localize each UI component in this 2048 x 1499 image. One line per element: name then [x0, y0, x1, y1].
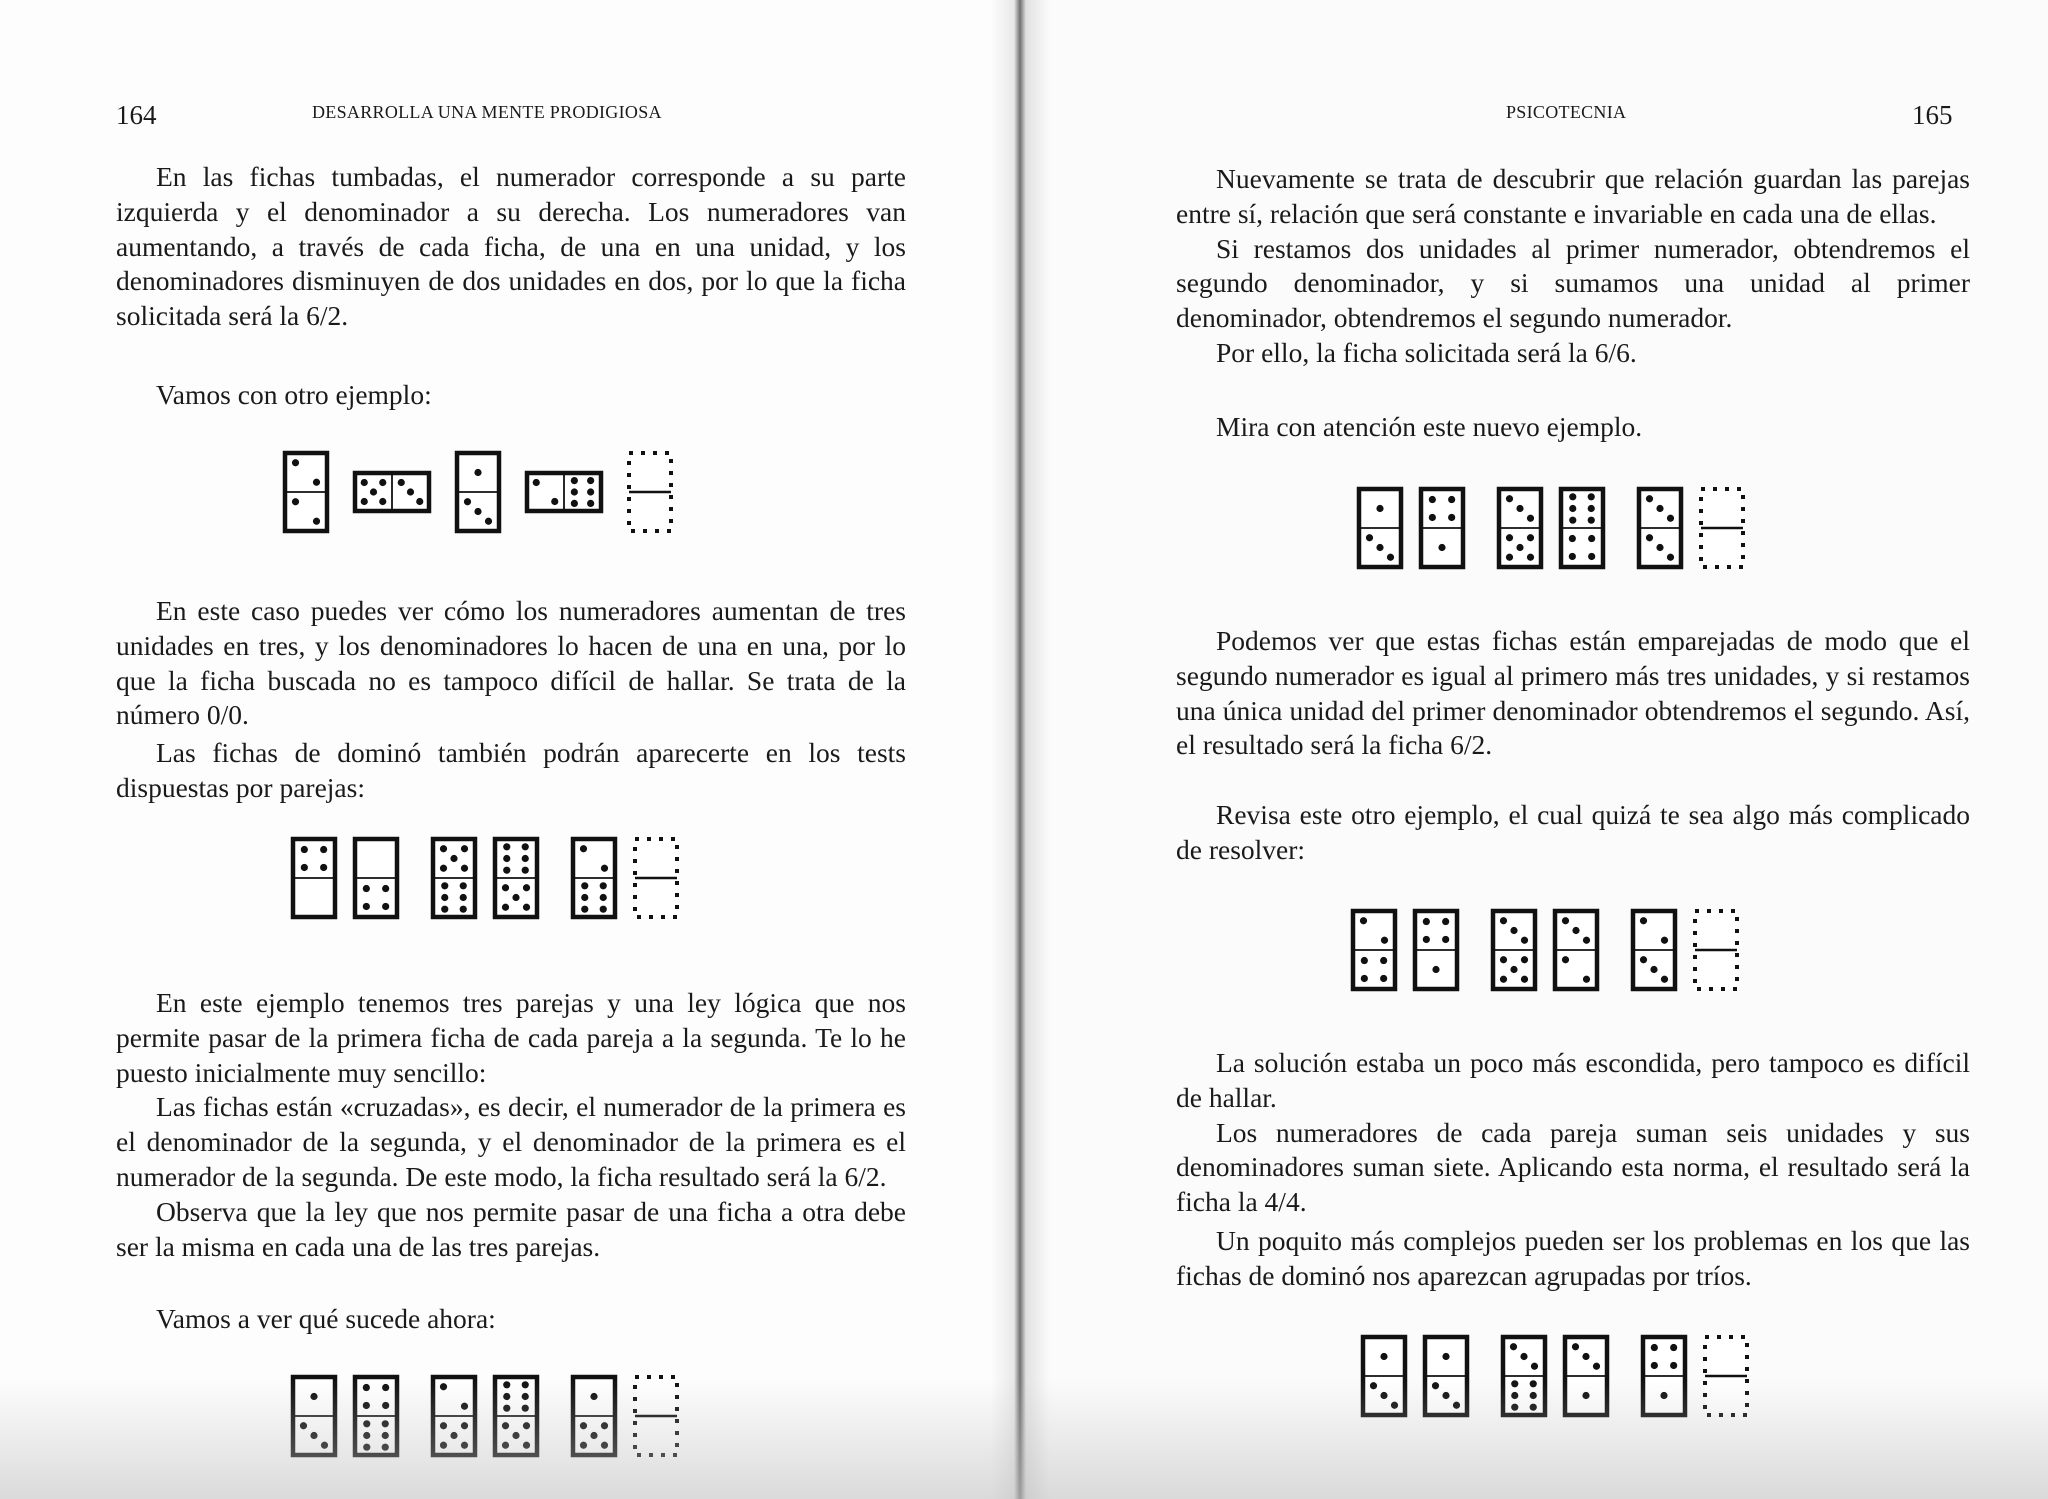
domino-pip — [1667, 515, 1674, 522]
paragraph: Mira con atención este nuevo ejemplo. — [1216, 411, 1643, 442]
text-block — [116, 594, 906, 733]
domino-pip — [581, 894, 588, 901]
domino-pip — [1640, 956, 1647, 963]
domino-pip — [1442, 936, 1449, 943]
domino-pip — [512, 894, 519, 901]
domino-pip — [1661, 937, 1668, 944]
domino-pip — [502, 904, 509, 911]
domino-pip — [1640, 917, 1647, 924]
domino-pip — [601, 865, 608, 872]
domino-pip — [1527, 534, 1534, 541]
domino-pip — [1521, 956, 1528, 963]
domino-tile — [282, 450, 330, 534]
domino-pip — [1527, 554, 1534, 561]
domino-pip — [1448, 514, 1455, 521]
domino-pip — [522, 867, 529, 874]
domino-pip — [1656, 505, 1663, 512]
domino-pip — [440, 865, 447, 872]
domino-pip — [1510, 1343, 1517, 1350]
domino-pip — [1651, 1362, 1658, 1369]
domino-pip — [313, 518, 320, 525]
domino-pip — [1361, 975, 1368, 982]
domino-tile — [1496, 486, 1544, 570]
paragraph: Un poquito más complejos pueden ser los problemas en los que las fichas de dominó nos aparezcan agrupadas por tríos. — [1176, 1225, 1970, 1291]
domino-unknown — [1692, 908, 1740, 992]
domino-pip — [502, 884, 509, 891]
domino-pip — [1646, 495, 1653, 502]
domino-pip — [1521, 937, 1528, 944]
domino-pip — [1656, 544, 1663, 551]
domino-pip — [1361, 957, 1368, 964]
domino-tile — [1552, 908, 1600, 992]
domino-pip — [1387, 554, 1394, 561]
domino-pip — [1506, 495, 1513, 502]
domino-pip — [571, 488, 578, 495]
domino-pip — [379, 498, 386, 505]
domino-pip — [1651, 1344, 1658, 1351]
domino-pip — [441, 882, 448, 889]
domino-pip — [580, 845, 587, 852]
paragraph: En este ejemplo tenemos tres parejas y una ley lógica que nos permite pasar de la primera ficha de cada pareja a la segunda. Te lo he puesto inicialmente muy sencillo: — [116, 987, 906, 1088]
domino-pip — [485, 518, 492, 525]
domino-tile — [1636, 486, 1684, 570]
domino-tile — [352, 836, 400, 920]
domino-pip — [551, 498, 558, 505]
domino-pip — [503, 867, 510, 874]
domino-pip — [1583, 937, 1590, 944]
domino-pip — [1572, 1343, 1579, 1350]
domino-pip — [600, 906, 607, 913]
domino-pip — [1583, 976, 1590, 983]
text-block — [1176, 1224, 1970, 1294]
domino-pip — [450, 855, 457, 862]
text-block — [1176, 1046, 1970, 1220]
domino-pip — [301, 864, 308, 871]
text-block — [116, 986, 906, 1264]
domino-pip — [1423, 918, 1430, 925]
paragraph: Vamos a ver qué sucede ahora: — [156, 1303, 496, 1334]
text-block — [116, 1302, 906, 1337]
domino-pip — [1667, 554, 1674, 561]
domino-pip — [416, 498, 423, 505]
right-page — [1010, 0, 2048, 1499]
domino-tile — [1356, 486, 1404, 570]
left-page — [0, 0, 1010, 1499]
domino-pip — [292, 459, 299, 466]
domino-pip — [320, 846, 327, 853]
paragraph: Las fichas están «cruzadas», es decir, el numerador de la primera es el denominador de la segunda, y el denominador de la primera es el numerador de la segunda. De este modo, la ficha resultado será la 6/2. — [116, 1091, 906, 1192]
domino-pip — [440, 845, 447, 852]
domino-pip — [1569, 505, 1576, 512]
domino-pip — [1500, 956, 1507, 963]
paragraph: La solución estaba un poco más escondida, pero tampoco es difícil de hallar. — [1176, 1047, 1970, 1113]
domino-pip — [313, 479, 320, 486]
domino-pip — [460, 906, 467, 913]
domino-pip — [1360, 917, 1367, 924]
paragraph: En las fichas tumbadas, el numerador corresponde a su parte izquierda y el denominador a su derecha. Los numeradores van aumentando, a través de cada ficha, de una en una unidad, y los denominadores disminuyen de dos unidades en dos, por lo que la ficha solicitada será la 6/2. — [116, 161, 906, 332]
domino-pip — [474, 469, 481, 476]
domino-pip — [522, 843, 529, 850]
domino-pip — [464, 498, 471, 505]
paragraph: Si restamos dos unidades al primer numerador, obtendremos el segundo denominador, y si sumamos una unidad al primer denominador, obtendremos el segundo numerador. — [1176, 232, 1970, 334]
domino-tile — [492, 836, 540, 920]
domino-pip — [571, 477, 578, 484]
domino-tile — [524, 470, 604, 514]
domino-pip — [363, 903, 370, 910]
paragraph: Las fichas de dominó también podrán aparecerte en los tests dispuestas por parejas: — [116, 737, 906, 803]
domino-pip — [1381, 937, 1388, 944]
domino-pip — [398, 479, 405, 486]
domino-pip — [1588, 535, 1595, 542]
domino-pip — [587, 500, 594, 507]
domino-pip — [363, 885, 370, 892]
domino-pip — [1380, 975, 1387, 982]
page-bottom-shadow — [0, 1379, 2048, 1499]
book-gutter-shadow — [990, 0, 1050, 1499]
domino-pip — [1516, 544, 1523, 551]
running-header: DESARROLLA UNA MENTE PRODIGIOSA — [312, 102, 662, 122]
text-block — [1176, 798, 1970, 868]
text-block — [1176, 410, 1970, 445]
domino-pip — [1506, 534, 1513, 541]
domino-row — [282, 450, 696, 534]
domino-pip — [382, 903, 389, 910]
domino-pip — [533, 479, 540, 486]
domino-pip — [523, 884, 530, 891]
domino-pip — [1506, 554, 1513, 561]
domino-pip — [1380, 957, 1387, 964]
domino-pip — [1582, 1353, 1589, 1360]
domino-pip — [1650, 966, 1657, 973]
paragraph: Por ello, la ficha solicitada será la 6/6. — [1216, 336, 1637, 368]
domino-pip — [581, 906, 588, 913]
domino-pip — [461, 845, 468, 852]
domino-row — [1356, 486, 1776, 570]
domino-pip — [1448, 496, 1455, 503]
paragraph: Vamos con otro ejemplo: — [156, 379, 432, 410]
paragraph: Nuevamente se trata de descubrir que relación guardan las parejas entre sí, relación que será constante e invariable en cada una de ellas. — [1176, 163, 1970, 229]
domino-unknown — [632, 836, 680, 920]
text-block — [116, 378, 906, 413]
domino-pip — [571, 500, 578, 507]
running-header: PSICOTECNIA — [1506, 102, 1627, 122]
page-number: 165 — [1912, 100, 1953, 130]
domino-tile — [454, 450, 502, 534]
domino-unknown — [626, 450, 674, 534]
domino-pip — [460, 882, 467, 889]
domino-pip — [1500, 917, 1507, 924]
domino-pip — [1562, 956, 1569, 963]
domino-pip — [587, 477, 594, 484]
paragraph: Podemos ver que estas fichas están emparejadas de modo que el segundo numerador es igual al primero más tres unidades, y si restamos una única unidad del primer denominador obtendremos el segundo. Así, el resultado será la ficha 6/2. — [1176, 625, 1970, 761]
domino-pip — [320, 864, 327, 871]
domino-tile — [1418, 486, 1466, 570]
domino-pip — [1520, 1353, 1527, 1360]
domino-pip — [382, 885, 389, 892]
domino-pip — [1366, 534, 1373, 541]
domino-pip — [361, 479, 368, 486]
domino-pip — [461, 865, 468, 872]
domino-pip — [1442, 918, 1449, 925]
domino-pip — [600, 894, 607, 901]
domino-pip — [1527, 515, 1534, 522]
domino-tile — [1412, 908, 1460, 992]
domino-pip — [522, 855, 529, 862]
domino-pip — [1569, 493, 1576, 500]
domino-pip — [523, 904, 530, 911]
domino-tile — [1490, 908, 1538, 992]
text-block — [116, 160, 906, 334]
domino-pip — [1670, 1362, 1677, 1369]
domino-pip — [441, 906, 448, 913]
domino-pip — [1569, 535, 1576, 542]
text-block — [1176, 162, 1970, 371]
domino-pip — [1521, 976, 1528, 983]
domino-pip — [1516, 505, 1523, 512]
domino-tile — [570, 836, 618, 920]
domino-unknown — [1698, 486, 1746, 570]
domino-pip — [1646, 534, 1653, 541]
domino-pip — [1572, 927, 1579, 934]
domino-row — [1350, 908, 1770, 992]
domino-tile — [1558, 486, 1606, 570]
domino-pip — [1429, 496, 1436, 503]
domino-pip — [1429, 514, 1436, 521]
domino-tile — [352, 470, 432, 514]
paragraph: Los numeradores de cada pareja suman seis unidades y sus denominadores suman siete. Aplicando esta norma, el resultado será la ficha la 4/4. — [1176, 1116, 1970, 1218]
domino-pip — [503, 855, 510, 862]
domino-pip — [587, 488, 594, 495]
domino-pip — [1588, 493, 1595, 500]
domino-pip — [1438, 544, 1445, 551]
domino-pip — [301, 846, 308, 853]
domino-pip — [1442, 1353, 1449, 1360]
domino-pip — [1593, 1363, 1600, 1370]
domino-pip — [1432, 966, 1439, 973]
text-block — [116, 736, 906, 806]
domino-pip — [1661, 976, 1668, 983]
domino-pip — [460, 894, 467, 901]
domino-pip — [1531, 1363, 1538, 1370]
domino-pip — [1510, 927, 1517, 934]
domino-pip — [1569, 553, 1576, 560]
paragraph: Observa que la ley que nos permite pasar de una ficha a otra debe ser la misma en cada una de las tres parejas. — [116, 1195, 906, 1262]
domino-pip — [441, 894, 448, 901]
domino-row — [290, 836, 710, 920]
domino-pip — [1510, 966, 1517, 973]
text-block — [1176, 624, 1970, 763]
domino-pip — [1588, 517, 1595, 524]
domino-pip — [1380, 1353, 1387, 1360]
domino-pip — [1500, 976, 1507, 983]
domino-tile — [1630, 908, 1678, 992]
domino-pip — [407, 488, 414, 495]
domino-pip — [1376, 544, 1383, 551]
domino-pip — [1423, 936, 1430, 943]
domino-pip — [503, 843, 510, 850]
domino-pip — [370, 488, 377, 495]
domino-pip — [379, 479, 386, 486]
page-number: 164 — [116, 100, 157, 130]
domino-pip — [361, 498, 368, 505]
domino-tile — [1350, 908, 1398, 992]
domino-pip — [1376, 505, 1383, 512]
domino-tile — [290, 836, 338, 920]
domino-pip — [292, 498, 299, 505]
domino-pip — [1562, 917, 1569, 924]
paragraph: En este caso puedes ver cómo los numeradores aumentan de tres unidades en tres, y los denominadores lo hacen de una en una, por lo que la ficha buscada no es tampoco difícil de hallar. Se trata de la número 0/0. — [116, 595, 906, 731]
domino-pip — [474, 508, 481, 515]
domino-pip — [1670, 1344, 1677, 1351]
domino-pip — [1588, 505, 1595, 512]
domino-pip — [600, 882, 607, 889]
domino-pip — [1569, 517, 1576, 524]
paragraph: Revisa este otro ejemplo, el cual quizá te sea algo más complicado de resolver: — [1176, 799, 1970, 865]
domino-pip — [1588, 553, 1595, 560]
domino-pip — [581, 882, 588, 889]
domino-tile — [430, 836, 478, 920]
